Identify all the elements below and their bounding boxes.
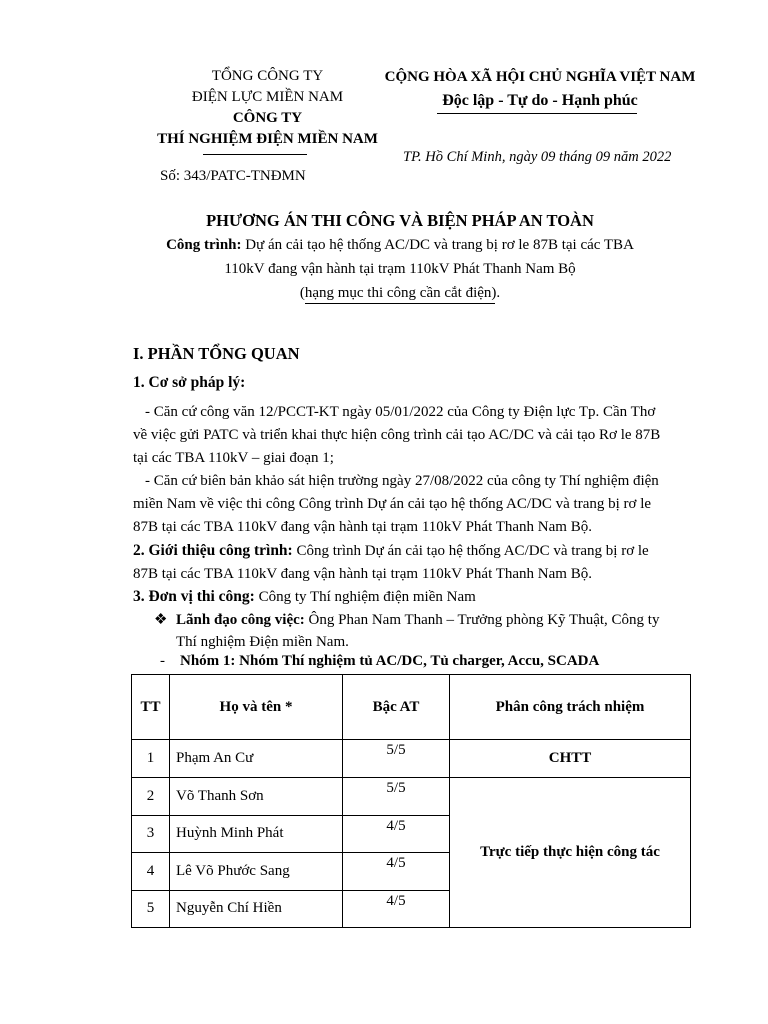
document-date: TP. Hồ Chí Minh, ngày 09 tháng 09 năm 2022	[403, 149, 672, 165]
national-motto-line1: CỘNG HÒA XÃ HỘI CHỦ NGHĨA VIỆT NAM	[384, 69, 696, 85]
project-intro-line1	[133, 539, 688, 563]
section-heading-overview: I. PHẦN TỔNG QUAN	[133, 344, 300, 363]
project-line1	[70, 233, 730, 257]
org-company-line1: CÔNG TY	[232, 110, 303, 126]
group-title: Nhóm 1: Nhóm Thí nghiệm tủ AC/DC, Tủ charger, Accu, SCADA	[180, 653, 600, 669]
row-level: 5/5	[343, 778, 450, 816]
project-line3: (hạng mục thi công cần cắt điện).	[299, 285, 501, 301]
legal-p1-line1: - Căn cứ công văn 12/PCCT-KT ngày 05/01/2022 của Công ty Điện lực Tp. Cần Thơ	[145, 404, 656, 420]
leader-text-1: Ông Phan Nam Thanh – Trưởng phòng Kỹ Thuật, Công ty	[304, 612, 660, 628]
project-text-1: Dự án cải tạo hệ thống AC/DC và trang bị rơ le 87B tại các TBA	[241, 237, 634, 253]
dash-marker: -	[160, 653, 165, 669]
row-tt: 3	[132, 815, 170, 853]
leader-text-2: Thí nghiệm Điện miền Nam.	[176, 634, 349, 650]
project-intro-text-2: 87B tại các TBA 110kV đang vận hành tại trạm 110kV Phát Thanh Nam Bộ.	[133, 566, 592, 582]
row-name: Lê Võ Phước Sang	[170, 853, 343, 891]
crew-table	[131, 674, 691, 928]
legal-p1-line3: tại các TBA 110kV – giai đoạn 1;	[133, 450, 334, 466]
row-name: Phạm An Cư	[170, 740, 343, 778]
table-header-row	[132, 675, 691, 740]
legal-p2-line2: miền Nam về việc thi công Công trình Dự án cải tạo hệ thống AC/DC và trang bị rơ le	[133, 496, 652, 512]
subheading-project-intro: 2. Giới thiệu công trình:	[133, 542, 293, 559]
row-tt: 5	[132, 890, 170, 928]
contractor-line	[133, 585, 688, 609]
project-intro-text-1: Công trình Dự án cải tạo hệ thống AC/DC và trang bị rơ le	[292, 543, 649, 559]
project-label: Công trình:	[166, 237, 242, 253]
legal-p1-line2: về việc gửi PATC và triển khai thực hiện công trình cải tạo AC/DC và cải tạo Rơ le 87B	[133, 427, 661, 443]
leader-line1	[154, 609, 684, 631]
legal-paragraph-2	[133, 470, 688, 539]
diamond-bullet-icon: ❖	[154, 612, 168, 628]
national-motto-line2: Độc lập - Tự do - Hạnh phúc	[442, 92, 638, 109]
legal-p2-line3: 87B tại các TBA 110kV đang vận hành tại trạm 110kV Phát Thanh Nam Bộ.	[133, 519, 592, 535]
legal-p2-line1: - Căn cứ biên bản khảo sát hiện trường ngày 27/08/2022 của công ty Thí nghiệm điện	[145, 473, 659, 489]
contractor-text: Công ty Thí nghiệm điện miền Nam	[254, 589, 476, 605]
leader-item	[154, 609, 684, 653]
row-tt: 2	[132, 778, 170, 816]
row-level: 4/5	[343, 815, 450, 853]
org-underline	[203, 154, 307, 155]
org-parent-line1: TỔNG CÔNG TY	[211, 68, 324, 84]
org-parent-line2: ĐIỆN LỰC MIỀN NAM	[191, 89, 344, 105]
document-title: PHƯƠNG ÁN THI CÔNG VÀ BIỆN PHÁP AN TOÀN	[206, 211, 594, 230]
header-level: Bậc AT	[343, 675, 450, 740]
group-title-line	[160, 653, 599, 670]
project-intro	[133, 539, 688, 586]
row-duty-execute: Trực tiếp thực hiện công tác	[450, 778, 691, 928]
row-tt: 1	[132, 740, 170, 778]
row-name: Võ Thanh Sơn	[170, 778, 343, 816]
legal-paragraph-1	[133, 401, 688, 470]
row-name: Nguyễn Chí Hiền	[170, 890, 343, 928]
row-level: 4/5	[343, 890, 450, 928]
title-underline	[305, 303, 495, 304]
row-tt: 4	[132, 853, 170, 891]
org-company-line2: THÍ NGHIỆM ĐIỆN MIỀN NAM	[157, 131, 378, 147]
table-row	[132, 778, 691, 816]
org-header	[120, 66, 415, 150]
header-duty: Phân công trách nhiệm	[450, 675, 691, 740]
row-level: 4/5	[343, 853, 450, 891]
row-level: 5/5	[343, 740, 450, 778]
header-tt: TT	[132, 675, 170, 740]
project-line2: 110kV đang vận hành tại trạm 110kV Phát Thanh Nam Bộ	[224, 261, 576, 277]
subheading-contractor: 3. Đơn vị thi công:	[133, 588, 255, 605]
leader-label: Lãnh đạo công việc:	[176, 612, 305, 628]
subheading-legal-basis: 1. Cơ sở pháp lý:	[133, 374, 246, 391]
row-duty-chtt: CHTT	[450, 740, 691, 778]
header-name: Họ và tên *	[170, 675, 343, 740]
document-number: Số: 343/PATC-TNĐMN	[160, 168, 306, 184]
national-header	[380, 66, 700, 112]
document-title-block	[70, 209, 730, 305]
row-name: Huỳnh Minh Phát	[170, 815, 343, 853]
national-underline	[437, 113, 637, 114]
table-row	[132, 740, 691, 778]
